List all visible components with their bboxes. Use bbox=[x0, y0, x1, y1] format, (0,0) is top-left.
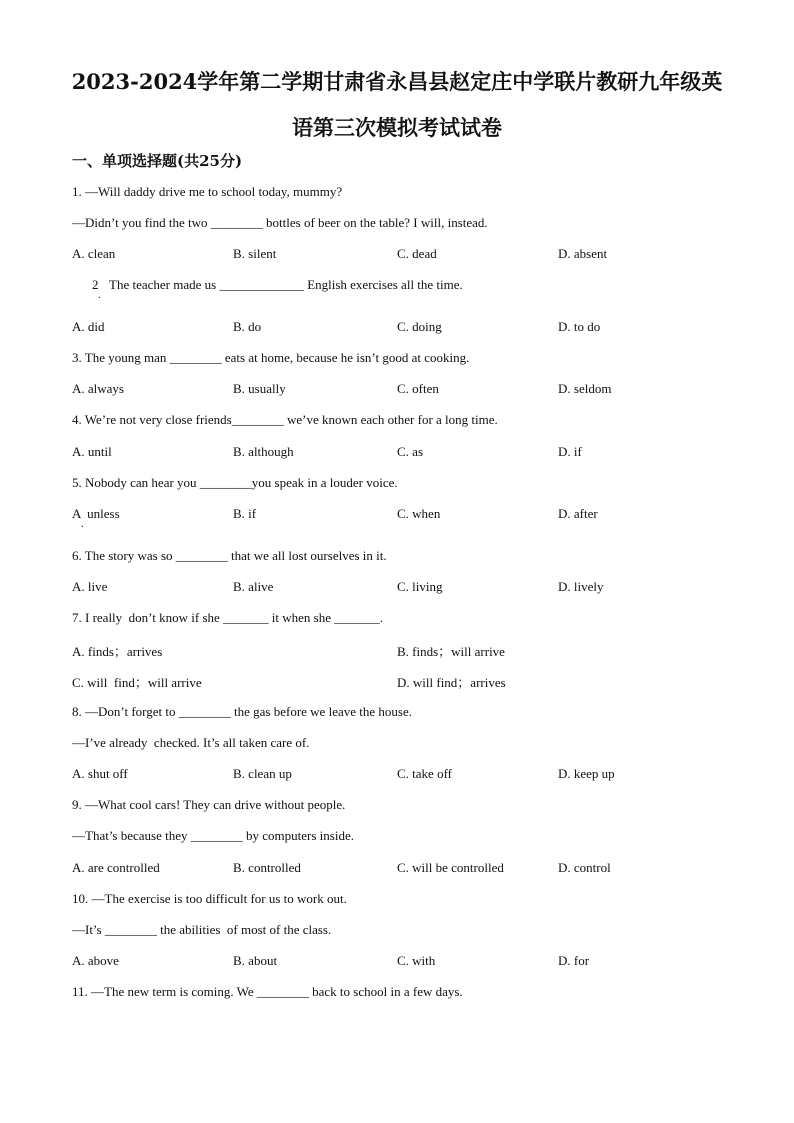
question-9-option-d: D. control bbox=[558, 860, 611, 875]
section-heading: 一、单项选择题(共25分) bbox=[72, 152, 243, 170]
question-5-stem: 5. Nobody can hear you ________you speak in a louder voice. bbox=[72, 475, 398, 490]
question-10-option-c: C. with bbox=[397, 953, 436, 968]
question-5-option-d: D. after bbox=[558, 506, 598, 521]
question-5-option-a: A unless bbox=[72, 506, 120, 521]
question-2-option-b: B. do bbox=[233, 319, 262, 334]
question-7-option-c: C. will find；will arrive bbox=[72, 675, 202, 690]
question-6-stem: 6. The story was so ________ that we all lost ourselves in it. bbox=[72, 548, 387, 563]
page-title-line-2: 语第三次模拟考试试卷 bbox=[292, 115, 502, 140]
question-7-stem: 7. I really don’t know if she _______ it when she _______. bbox=[72, 610, 383, 625]
question-2-dot: . bbox=[98, 290, 101, 301]
question-3-option-d: D. seldom bbox=[558, 381, 612, 396]
question-1-stem: 1. —Will daddy drive me to school today, mummy? bbox=[72, 184, 343, 199]
question-2-option-a: A. did bbox=[72, 319, 105, 334]
question-4-option-c: C. as bbox=[397, 444, 423, 459]
question-4-stem: 4. We’re not very close friends________ we’ve known each other for a long time. bbox=[72, 412, 498, 427]
question-1-stem-reply: —Didn’t you find the two ________ bottles of beer on the table? I will, instead. bbox=[72, 215, 488, 230]
question-2-stem: The teacher made us _____________ English exercises all the time. bbox=[109, 277, 463, 292]
question-9-option-a: A. are controlled bbox=[72, 860, 160, 875]
question-2-option-c: C. doing bbox=[397, 319, 442, 334]
question-2-number: 2 bbox=[92, 277, 99, 292]
question-5-option-b: B. if bbox=[233, 506, 257, 521]
question-3-option-a: A. always bbox=[72, 381, 124, 396]
question-10-option-b: B. about bbox=[233, 953, 278, 968]
question-1-option-b: B. silent bbox=[233, 246, 277, 261]
question-2-option-d: D. to do bbox=[558, 319, 601, 334]
question-9-option-c: C. will be controlled bbox=[397, 860, 504, 875]
question-9-stem: 9. —What cool cars! They can drive without people. bbox=[72, 797, 346, 812]
question-5-dot: . bbox=[81, 519, 84, 530]
question-8-option-d: D. keep up bbox=[558, 766, 615, 781]
question-3-stem: 3. The young man ________ eats at home, because he isn’t good at cooking. bbox=[72, 350, 470, 365]
question-1-option-d: D. absent bbox=[558, 246, 608, 261]
question-8-stem-reply: —I’ve already checked. It’s all taken care of. bbox=[72, 735, 310, 750]
question-8-option-c: C. take off bbox=[397, 766, 452, 781]
question-9-stem-reply: —That’s because they ________ by computers inside. bbox=[72, 828, 354, 843]
question-7-option-b: B. finds；will arrive bbox=[397, 644, 505, 659]
question-5-option-c: C. when bbox=[397, 506, 441, 521]
question-10-stem: 10. —The exercise is too difficult for us to work out. bbox=[72, 891, 347, 906]
question-4-option-d: D. if bbox=[558, 444, 582, 459]
question-10-stem-reply: —It’s ________ the abilities of most of the class. bbox=[72, 922, 332, 937]
question-6-option-a: A. live bbox=[72, 579, 108, 594]
page-title-line-1: 2023-2024学年第二学期甘肃省永昌县赵定庄中学联片教研九年级英 bbox=[71, 69, 723, 94]
question-9-option-b: B. controlled bbox=[233, 860, 301, 875]
question-6-option-d: D. lively bbox=[558, 579, 604, 594]
question-3-option-b: B. usually bbox=[233, 381, 286, 396]
question-8-stem: 8. —Don’t forget to ________ the gas before we leave the house. bbox=[72, 704, 412, 719]
question-1-option-c: C. dead bbox=[397, 246, 437, 261]
question-7-option-a: A. finds；arrives bbox=[72, 644, 163, 659]
question-7-option-d: D. will find；arrives bbox=[397, 675, 506, 690]
question-4-option-a: A. until bbox=[72, 444, 112, 459]
question-6-option-b: B. alive bbox=[233, 579, 274, 594]
question-8-option-b: B. clean up bbox=[233, 766, 292, 781]
question-11-stem: 11. —The new term is coming. We ________ back to school in a few days. bbox=[72, 984, 463, 999]
question-1-option-a: A. clean bbox=[72, 246, 116, 261]
question-6-option-c: C. living bbox=[397, 579, 443, 594]
question-8-option-a: A. shut off bbox=[72, 766, 128, 781]
question-3-option-c: C. often bbox=[397, 381, 439, 396]
question-4-option-b: B. although bbox=[233, 444, 294, 459]
question-10-option-d: D. for bbox=[558, 953, 590, 968]
question-10-option-a: A. above bbox=[72, 953, 119, 968]
